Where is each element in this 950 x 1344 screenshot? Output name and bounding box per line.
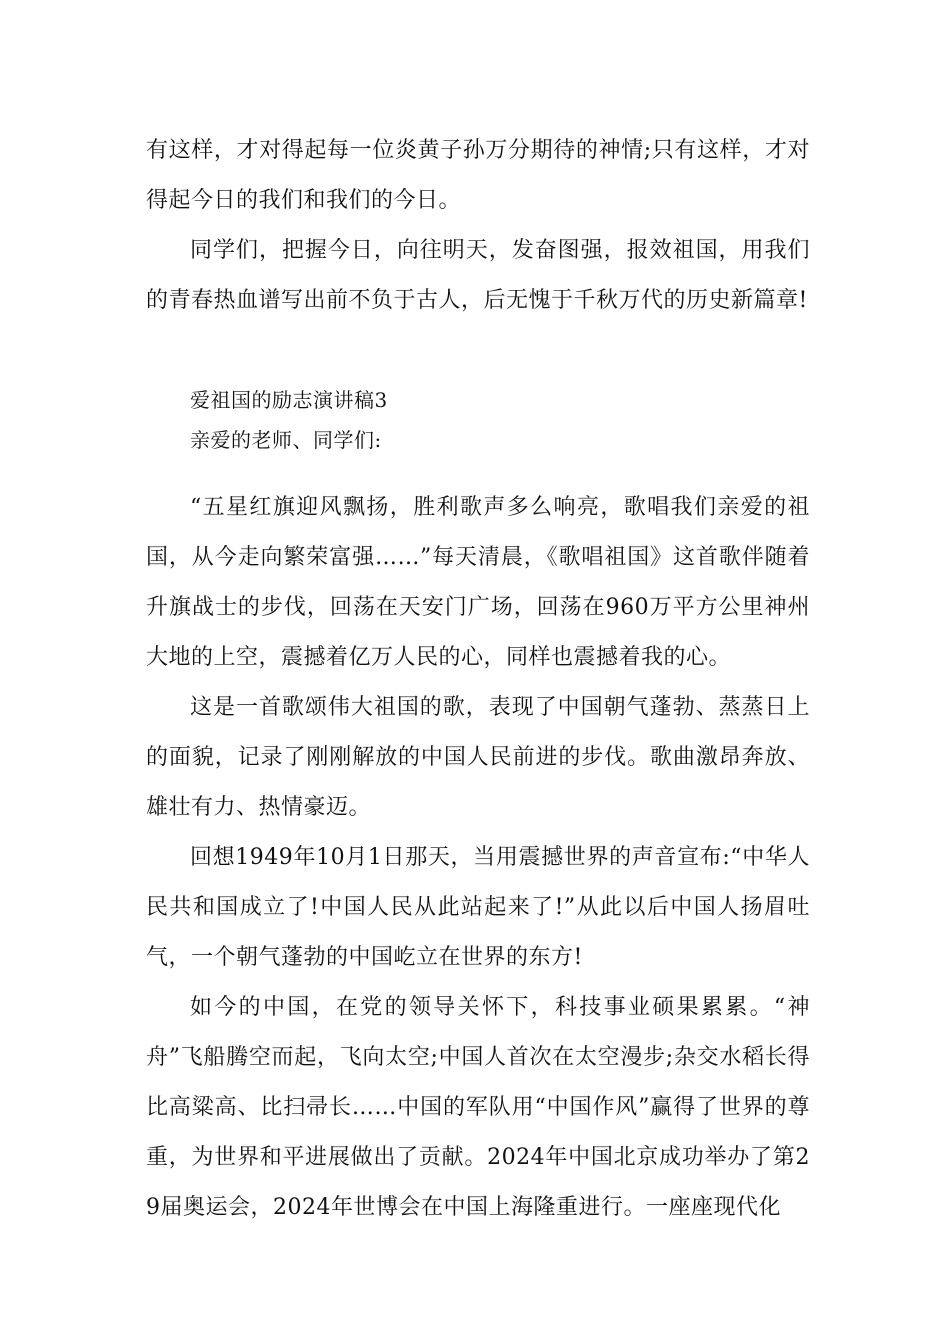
paragraph-continuation: 有这样，才对得起每一位炎黄子孙万分期待的神情;只有这样，才对得起今日的我们和我们的今日。: [146, 138, 810, 213]
speech-header: [146, 380, 810, 460]
paragraph-closing: 同学们，把握今日，向往明天，发奋图强，报效祖国，用我们的青春热血谱写出前不负于古人，后无愧于千秋万代的历史新篇章!: [146, 238, 810, 313]
paragraph-song-meaning: 这是一首歌颂伟大祖国的歌，表现了中国朝气蓬勃、蒸蒸日上的面貌，记录了刚刚解放的中国人民前进的步伐。歌曲激昂奔放、雄壮有力、热情豪迈。: [146, 695, 810, 820]
section-title: 爱祖国的励志演讲稿3: [190, 388, 388, 412]
paragraph-achievements: 如今的中国，在党的领导关怀下，科技事业硕果累累。“神舟”飞船腾空而起，飞向太空;中国人首次在太空漫步;杂交水稻长得比高粱高、比扫帚长……中国的军队用“中国作风”赢得了世界的尊重，为世界和平进展做出了贡献。2024年中国北京成功举办了第29届奥运会，2024年世博会在中国上海隆重进行。一座座现代化: [146, 995, 810, 1220]
greeting: 亲爱的老师、同学们:: [190, 428, 382, 452]
text-section-main: [146, 483, 810, 1233]
paragraph-song-intro: “五星红旗迎风飘扬，胜利歌声多么响亮，歌唱我们亲爱的祖国，从今走向繁荣富强……”每天清晨，《歌唱祖国》这首歌伴随着升旗战士的步伐，回荡在天安门广场，回荡在960万平方公里神州大地的上空，震撼着亿万人民的心，同样也震撼着我的心。: [146, 495, 810, 670]
text-section-top: [146, 126, 810, 326]
paragraph-founding: 回想1949年10月1日那天，当用震撼世界的声音宣布:“中华人民共和国成立了!中国人民从此站起来了!”从此以后中国人扬眉吐气，一个朝气蓬勃的中国屹立在世界的东方!: [146, 845, 810, 970]
